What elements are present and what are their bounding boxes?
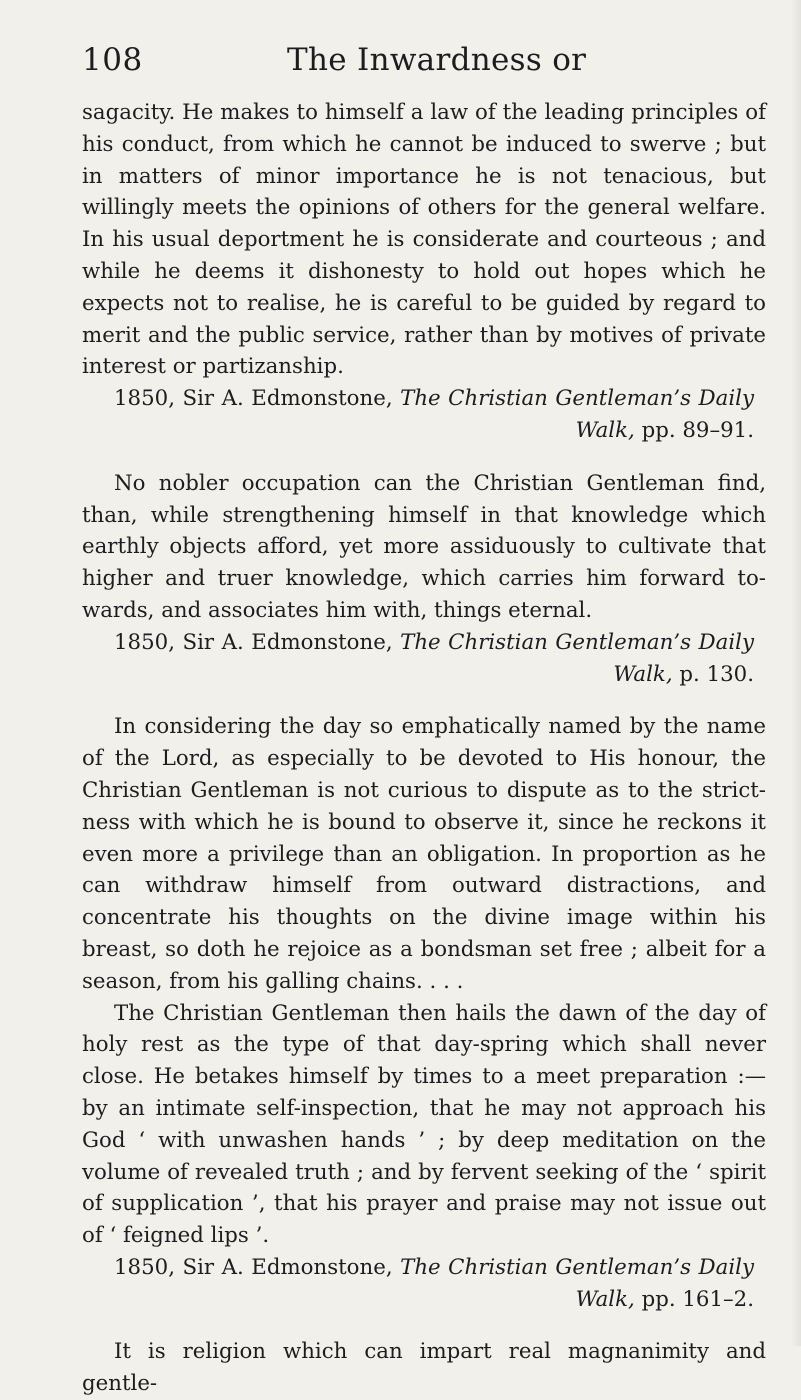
citation [82,383,766,447]
passage-text: sagacity. He makes to himself a law of the leading principles of his conduct, from which he cannot be induced to swerve ; but in matters of minor importance he is not tenacious, but willingly meets the opinions of others for the general welfare. In his usual deportment he is considerate and courteous ; and while he deems it dishonesty to hold out hopes which he expects not to realise, he is careful to be guided by regard to merit and the public service, rather than by motives of private interest or partizanship. [82,100,766,380]
running-title: The Inwardness or [287,42,587,78]
passage-text: No nobler occupation can the Christian Gentleman find, than, while strengthening himself in that knowledge which earthly objects afford, yet more assiduously to cultivate that higher and truer knowledge, which carries him forward to-wards, and associates him with, things eternal. [82,470,766,623]
passage-text-continued: The Christian Gentleman then hails the dawn of the day of holy rest as the type of that day-spring which shall never close. He betakes himself by times to a meet preparation :— by an intimate self-inspection, that he may not approach his God ‘ with unwashen hands ’ ; by deep meditation on the volume of revealed truth ; and by fervent seeking of the ‘ spirit of supplication ’, that his prayer and praise may not issue out of ‘ feigned lips ’. [82,1000,766,1249]
citation [82,627,766,691]
passage-divider [82,690,766,711]
passage-divider [82,447,766,468]
passage-text: In considering the day so emphatically named by the name of the Lord, as especially to be devoted to His honour, the Christian Gentleman is not curious to dispute as to the strict-ness with which he is bound to observe it, since he reckons it even more a privilege than an obligation. In proportion as he can withdraw himself from outward distractions, and concentrate his thoughts on the divine image within his breast, so doth he rejoice as a bondsman set free ; albeit for a season, from his galling chains. . . . [82,714,766,994]
citation-pages: p. 130. [672,661,754,687]
citation [82,1252,766,1316]
citation-title: The Christian Gentleman’s Daily Walk, [400,386,754,443]
citation-prefix: 1850, Sir A. Edmonstone, [114,386,401,412]
page-edge-shadow [791,0,801,1346]
citation-title: The Christian Gentleman’s Daily Walk, [400,629,754,687]
passage-divider [82,1315,766,1336]
page-header [82,42,722,92]
page-body [82,97,766,1400]
citation-pages: pp. 89–91. [634,417,754,443]
citation-prefix: 1850, Sir A. Edmonstone, [114,1254,401,1280]
citation-pages: pp. 161–2. [634,1286,754,1312]
passage-text: It is religion which can impart real magnanimity and gentle- [82,1339,766,1397]
citation-prefix: 1850, Sir A. Edmonstone, [114,629,401,655]
citation-title: The Christian Gentleman’s Daily Walk, [400,1254,754,1312]
page-number: 108 [82,42,143,78]
